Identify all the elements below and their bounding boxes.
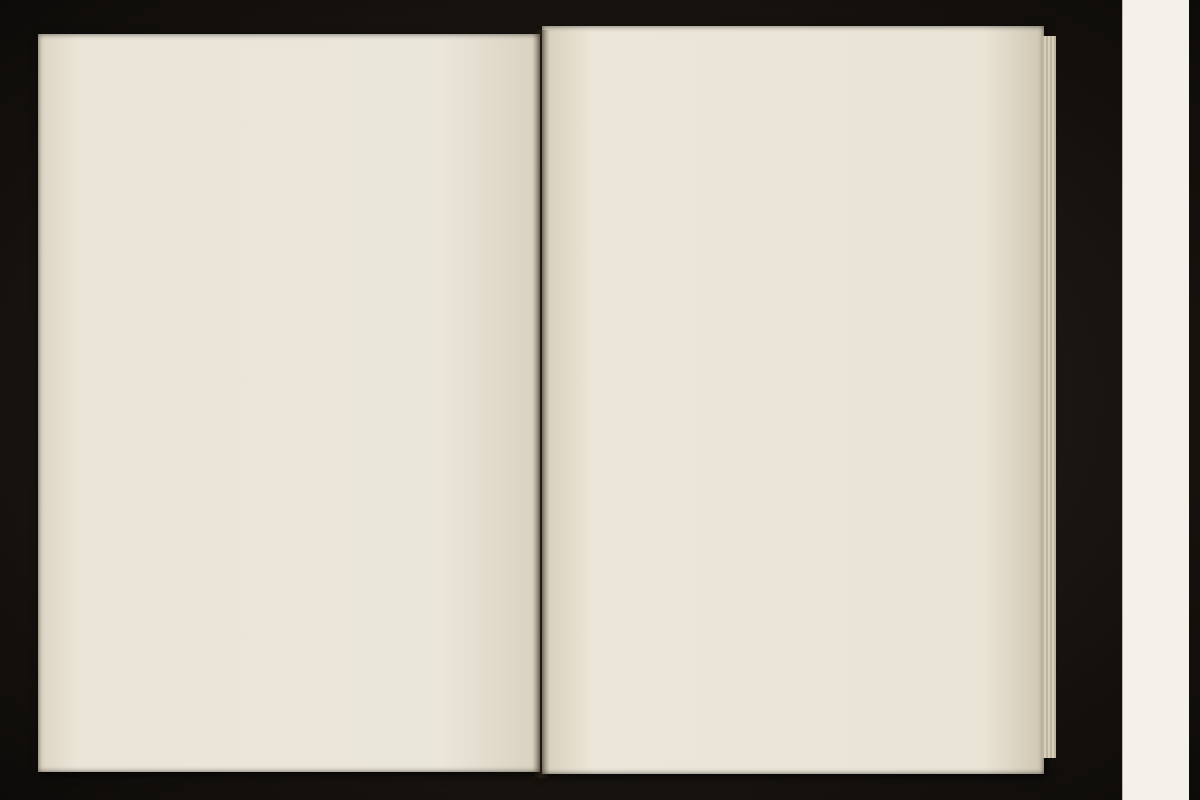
book-gutter xyxy=(532,30,550,778)
right-page xyxy=(542,26,1044,774)
measuring-ruler xyxy=(1122,0,1189,800)
page-edges xyxy=(1042,36,1056,758)
left-page xyxy=(38,34,540,772)
